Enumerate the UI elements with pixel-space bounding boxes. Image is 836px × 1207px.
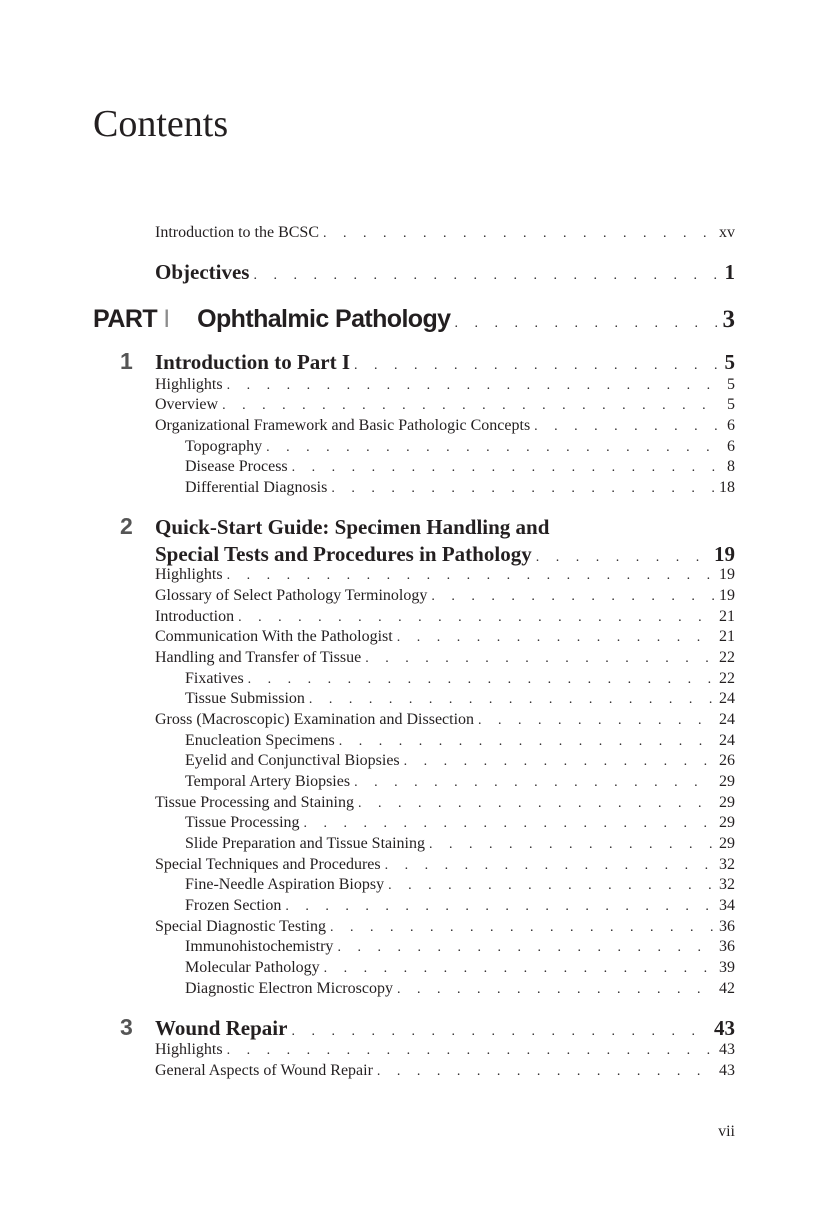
- leader-dots: [385, 856, 715, 876]
- leader-dots: [222, 396, 723, 416]
- toc-subentry[interactable]: [185, 937, 735, 957]
- toc-entry-page: 5: [727, 396, 735, 413]
- toc-entry-page: 22: [719, 670, 735, 687]
- toc-entry-title: Molecular Pathology: [185, 959, 320, 976]
- leader-dots: [309, 690, 715, 710]
- toc-entry-title: Slide Preparation and Tissue Staining: [185, 835, 425, 852]
- toc-entry-title: Communication With the Pathologist: [155, 628, 393, 645]
- toc-subentry[interactable]: [185, 478, 735, 498]
- toc-entry-title: Immunohistochemistry: [185, 938, 334, 955]
- toc-entry[interactable]: [155, 395, 735, 415]
- toc-entry[interactable]: [155, 1061, 735, 1081]
- toc-entry-page: 22: [719, 649, 735, 666]
- toc-entry-page: 8: [727, 458, 735, 475]
- toc-entry-objectives[interactable]: [155, 259, 735, 285]
- chapter-page: 43: [714, 1016, 735, 1040]
- leader-dots: [323, 224, 715, 244]
- toc-entry-page: 19: [719, 566, 735, 583]
- leader-dots: [478, 711, 715, 731]
- leader-dots: [227, 566, 715, 586]
- toc-entry-title: Highlights: [155, 566, 223, 583]
- toc-subentry[interactable]: [185, 958, 735, 978]
- page-title: Contents: [93, 103, 229, 145]
- leader-dots: [238, 608, 715, 628]
- toc-entry-page: 36: [719, 938, 735, 955]
- leader-dots: [337, 938, 715, 958]
- toc-entry-page: 24: [719, 732, 735, 749]
- chapter-title-line-2: Special Tests and Procedures in Pathology: [155, 542, 532, 566]
- toc-entry-title: Tissue Processing and Staining: [155, 794, 354, 811]
- toc-entry[interactable]: [155, 917, 735, 937]
- leader-dots: [227, 376, 723, 396]
- part-numeral: I: [163, 305, 171, 333]
- toc-subentry[interactable]: [185, 457, 735, 477]
- chapter-page: 5: [724, 350, 735, 374]
- toc-entry-title: Eyelid and Conjunctival Biopsies: [185, 752, 400, 769]
- toc-entry-page: 34: [719, 897, 735, 914]
- leader-dots: [253, 263, 720, 289]
- toc-entry-page: 24: [719, 711, 735, 728]
- toc-subentry[interactable]: [185, 437, 735, 457]
- toc-entry-title: Introduction: [155, 608, 235, 625]
- toc-subentry[interactable]: [185, 875, 735, 895]
- toc-entry[interactable]: [155, 710, 735, 730]
- toc-entry-page: 21: [719, 608, 735, 625]
- toc-entry-page: 1: [724, 260, 735, 284]
- leader-dots: [354, 773, 715, 793]
- toc-entry-title: Topography: [185, 438, 263, 455]
- toc-entry-title: Introduction to the BCSC: [155, 224, 319, 241]
- toc-entry-title: Frozen Section: [185, 897, 282, 914]
- leader-dots: [248, 670, 715, 690]
- leader-dots: [388, 876, 715, 896]
- toc-entry-title: Highlights: [155, 1041, 223, 1058]
- toc-entry-page: 39: [719, 959, 735, 976]
- toc-part-heading[interactable]: [93, 302, 735, 336]
- toc-entry[interactable]: [155, 607, 735, 627]
- toc-entry[interactable]: [155, 416, 735, 436]
- toc-entry-page: 32: [719, 856, 735, 873]
- toc-entry-title: General Aspects of Wound Repair: [155, 1062, 373, 1079]
- leader-dots: [429, 835, 715, 855]
- toc-subentry[interactable]: [185, 834, 735, 854]
- toc-entry-title: Special Diagnostic Testing: [155, 918, 326, 935]
- toc-subentry[interactable]: [185, 751, 735, 771]
- part-page: 3: [722, 306, 735, 333]
- leader-dots: [397, 628, 715, 648]
- leader-dots: [365, 649, 715, 669]
- leader-dots: [324, 959, 715, 979]
- page-number: vii: [718, 1123, 735, 1140]
- toc-entry-page: 26: [719, 752, 735, 769]
- toc-entry-title: Special Techniques and Procedures: [155, 856, 381, 873]
- leader-dots: [397, 980, 715, 1000]
- leader-dots: [431, 587, 715, 607]
- toc-entry-title: Gross (Macroscopic) Examination and Dissection: [155, 711, 475, 728]
- toc-entry[interactable]: [155, 375, 735, 395]
- leader-dots: [330, 918, 715, 938]
- toc-entry-page: 6: [727, 417, 735, 434]
- toc-entry-page: 29: [719, 773, 735, 790]
- chapter-number: 1: [120, 348, 133, 374]
- toc-entry-page: 36: [719, 918, 735, 935]
- toc-entry-page: 19: [719, 587, 735, 604]
- toc-entry-page: 5: [727, 376, 735, 393]
- toc-entry-title: Glossary of Select Pathology Terminology: [155, 587, 428, 604]
- toc-subentry[interactable]: [185, 689, 735, 709]
- leader-dots: [358, 794, 715, 814]
- toc-entry-page: 18: [719, 479, 735, 496]
- toc-entry-title: Diagnostic Electron Microscopy: [185, 980, 393, 997]
- toc-entry[interactable]: [155, 648, 735, 668]
- toc-entry-title: Tissue Processing: [185, 814, 300, 831]
- leader-dots: [534, 417, 723, 437]
- toc-subentry[interactable]: [185, 896, 735, 916]
- toc-entry[interactable]: [155, 855, 735, 875]
- toc-chapter-2[interactable]: [155, 541, 735, 567]
- toc-entry[interactable]: [155, 586, 735, 606]
- toc-entry-page: 43: [719, 1041, 735, 1058]
- toc-entry-title: Differential Diagnosis: [185, 479, 328, 496]
- toc-entry[interactable]: [155, 627, 735, 647]
- toc-entry-introduction-bcsc[interactable]: [155, 223, 735, 243]
- toc-entry-title: Disease Process: [185, 458, 288, 475]
- toc-entry-page: 32: [719, 876, 735, 893]
- toc-chapter-1[interactable]: [155, 349, 735, 375]
- chapter-title-line-1[interactable]: Quick-Start Guide: Specimen Handling and: [155, 515, 550, 539]
- toc-entry-title: Fine-Needle Aspiration Biopsy: [185, 876, 385, 893]
- toc-entry-title: Highlights: [155, 376, 223, 393]
- toc-entry-title: Fixatives: [185, 670, 244, 687]
- leader-dots: [266, 438, 723, 458]
- leader-dots: [227, 1041, 715, 1061]
- chapter-page: 19: [714, 542, 735, 566]
- toc-entry[interactable]: [155, 1040, 735, 1060]
- toc-subentry[interactable]: [185, 731, 735, 751]
- toc-entry-title: Organizational Framework and Basic Pathologic Concepts: [155, 417, 531, 434]
- toc-entry-title: Handling and Transfer of Tissue: [155, 649, 362, 666]
- toc-subentry[interactable]: [185, 979, 735, 999]
- leader-dots: [404, 752, 715, 772]
- part-label: PART: [93, 305, 158, 333]
- chapter-number: 2: [120, 513, 133, 539]
- toc-entry[interactable]: [155, 565, 735, 585]
- toc-entry[interactable]: [155, 793, 735, 813]
- toc-entry-page: 43: [719, 1062, 735, 1079]
- toc-entry-page: 29: [719, 814, 735, 831]
- toc-subentry[interactable]: [185, 669, 735, 689]
- chapter-number: 3: [120, 1014, 133, 1040]
- toc-entry-page: 21: [719, 628, 735, 645]
- toc-entry-page: 42: [719, 980, 735, 997]
- leader-dots: [454, 307, 718, 341]
- toc-entry-title: Tissue Submission: [185, 690, 305, 707]
- toc-entry-title: Enucleation Specimens: [185, 732, 335, 749]
- chapter-title: Introduction to Part I: [155, 350, 351, 374]
- toc-chapter-3[interactable]: [155, 1015, 735, 1041]
- leader-dots: [377, 1062, 715, 1082]
- toc-entry-title: Overview: [155, 396, 219, 413]
- toc-entry-page: 29: [719, 835, 735, 852]
- toc-entry-page: 29: [719, 794, 735, 811]
- toc-entry-page: xv: [719, 224, 735, 241]
- leader-dots: [339, 732, 715, 752]
- leader-dots: [331, 479, 715, 499]
- leader-dots: [304, 814, 715, 834]
- toc-subentry[interactable]: [185, 813, 735, 833]
- toc-entry-title: Objectives: [155, 260, 250, 284]
- toc-subentry[interactable]: [185, 772, 735, 792]
- leader-dots: [285, 897, 715, 917]
- part-title: Ophthalmic Pathology: [197, 305, 451, 333]
- toc-entry-page: 6: [727, 438, 735, 455]
- leader-dots: [292, 458, 723, 478]
- toc-entry-page: 24: [719, 690, 735, 707]
- toc-entry-title: Temporal Artery Biopsies: [185, 773, 351, 790]
- chapter-title: Wound Repair: [155, 1016, 288, 1040]
